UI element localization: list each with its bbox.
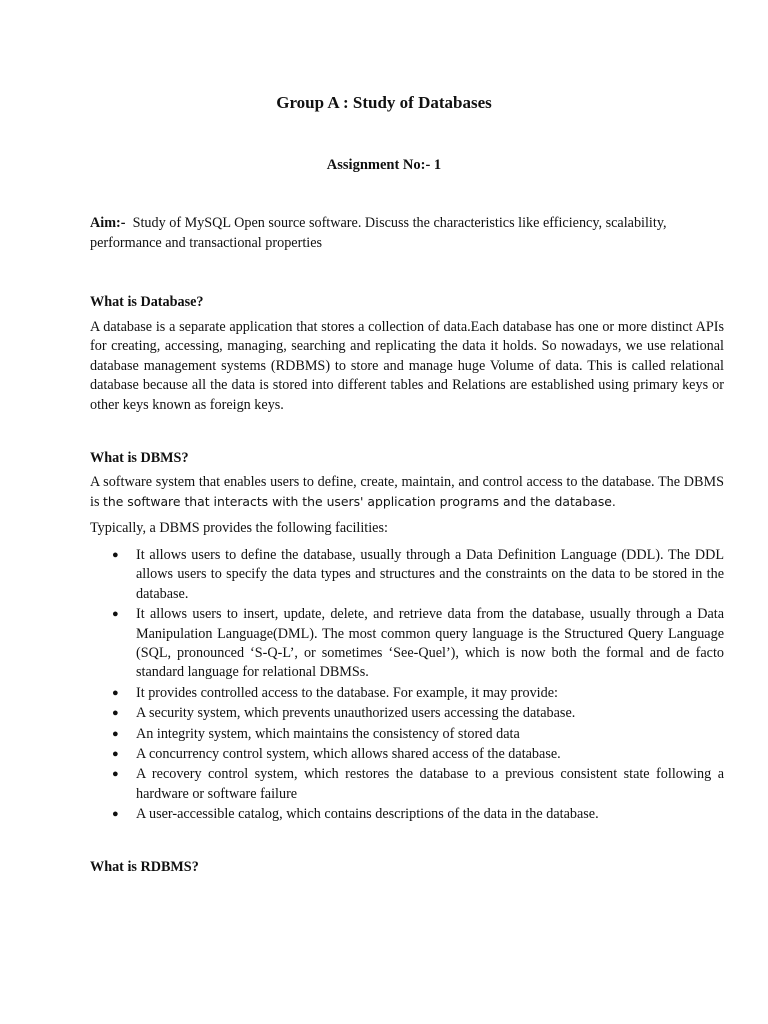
dbms-definition bbox=[90, 473, 724, 513]
list-item: ● A user-accessible catalog, which contains descriptions of the data in the database. bbox=[90, 805, 724, 824]
list-item: ● It provides controlled access to the database. For example, it may provide: bbox=[90, 684, 724, 703]
list-item: ● An integrity system, which maintains the consistency of stored data bbox=[90, 725, 724, 744]
assignment-number: Assignment No:- 1 bbox=[326, 157, 442, 173]
bullet-icon: ● bbox=[112, 549, 119, 561]
dbms-facilities-intro: Typically, a DBMS provides the following facilities: bbox=[90, 520, 388, 536]
list-item: ● A recovery control system, which restores the database to a previous consistent state following a hardware or software failure bbox=[112, 766, 724, 802]
list-item: ● A concurrency control system, which allows shared access of the database. bbox=[90, 745, 724, 764]
bullet-icon: ● bbox=[112, 727, 119, 740]
dbms-facilities-list bbox=[90, 546, 724, 826]
list-item: ● It allows users to define the database, usually through a Data Definition Language (DDL). The DDL allows users to specify the data types and structures and the constraints on the data to be stored in the database. bbox=[112, 547, 724, 602]
bullet-icon: ● bbox=[112, 686, 119, 699]
aim-label: Aim:- bbox=[90, 215, 126, 231]
document-page bbox=[90, 0, 724, 1024]
dbms-definition-part2: the software that interacts with the users' application programs and the database. bbox=[103, 494, 616, 510]
heading-what-is-rdbms: What is RDBMS? bbox=[90, 859, 199, 875]
bullet-icon: ● bbox=[112, 608, 119, 621]
list-item: ● A security system, which prevents unauthorized users accessing the database. bbox=[90, 704, 724, 723]
heading-what-is-database: What is Database? bbox=[90, 294, 204, 310]
database-definition: A database is a separate application that stores a collection of data.Each database has one or more distinct APIs for creating, accessing, managing, searching and replicating the data it holds. So nowadays, we use relational database management systems (RDBMS) to store and manage huge Volume of data. This is called relational database because all the data is stored into different tables and Relations are established using primary keys or other keys known as foreign keys. bbox=[90, 319, 724, 413]
aim-paragraph bbox=[90, 213, 724, 253]
bullet-icon: ● bbox=[112, 707, 119, 720]
document-title: Group A : Study of Databases bbox=[276, 93, 492, 112]
bullet-icon: ● bbox=[112, 808, 119, 821]
bullet-icon: ● bbox=[112, 748, 119, 761]
heading-what-is-dbms: What is DBMS? bbox=[90, 450, 189, 466]
list-item: ● It allows users to insert, update, delete, and retrieve data from the database, usually through a Data Manipulation Language(DML). The most common query language is the Structured Query Language (SQL, pronounced ‘S-Q-L’, or sometimes ‘See-Quel’), which is now both the formal and de facto standard language for relational DBMSs. bbox=[112, 606, 724, 681]
bullet-icon: ● bbox=[112, 768, 119, 781]
dbms-definition-part1: A software system that enables users to define, create, maintain, and control access to the database. The DBMS is bbox=[90, 474, 724, 511]
aim-text: Study of MySQL Open source software. Discuss the characteristics like efficiency, scalability, performance and transactional properties bbox=[90, 215, 667, 251]
